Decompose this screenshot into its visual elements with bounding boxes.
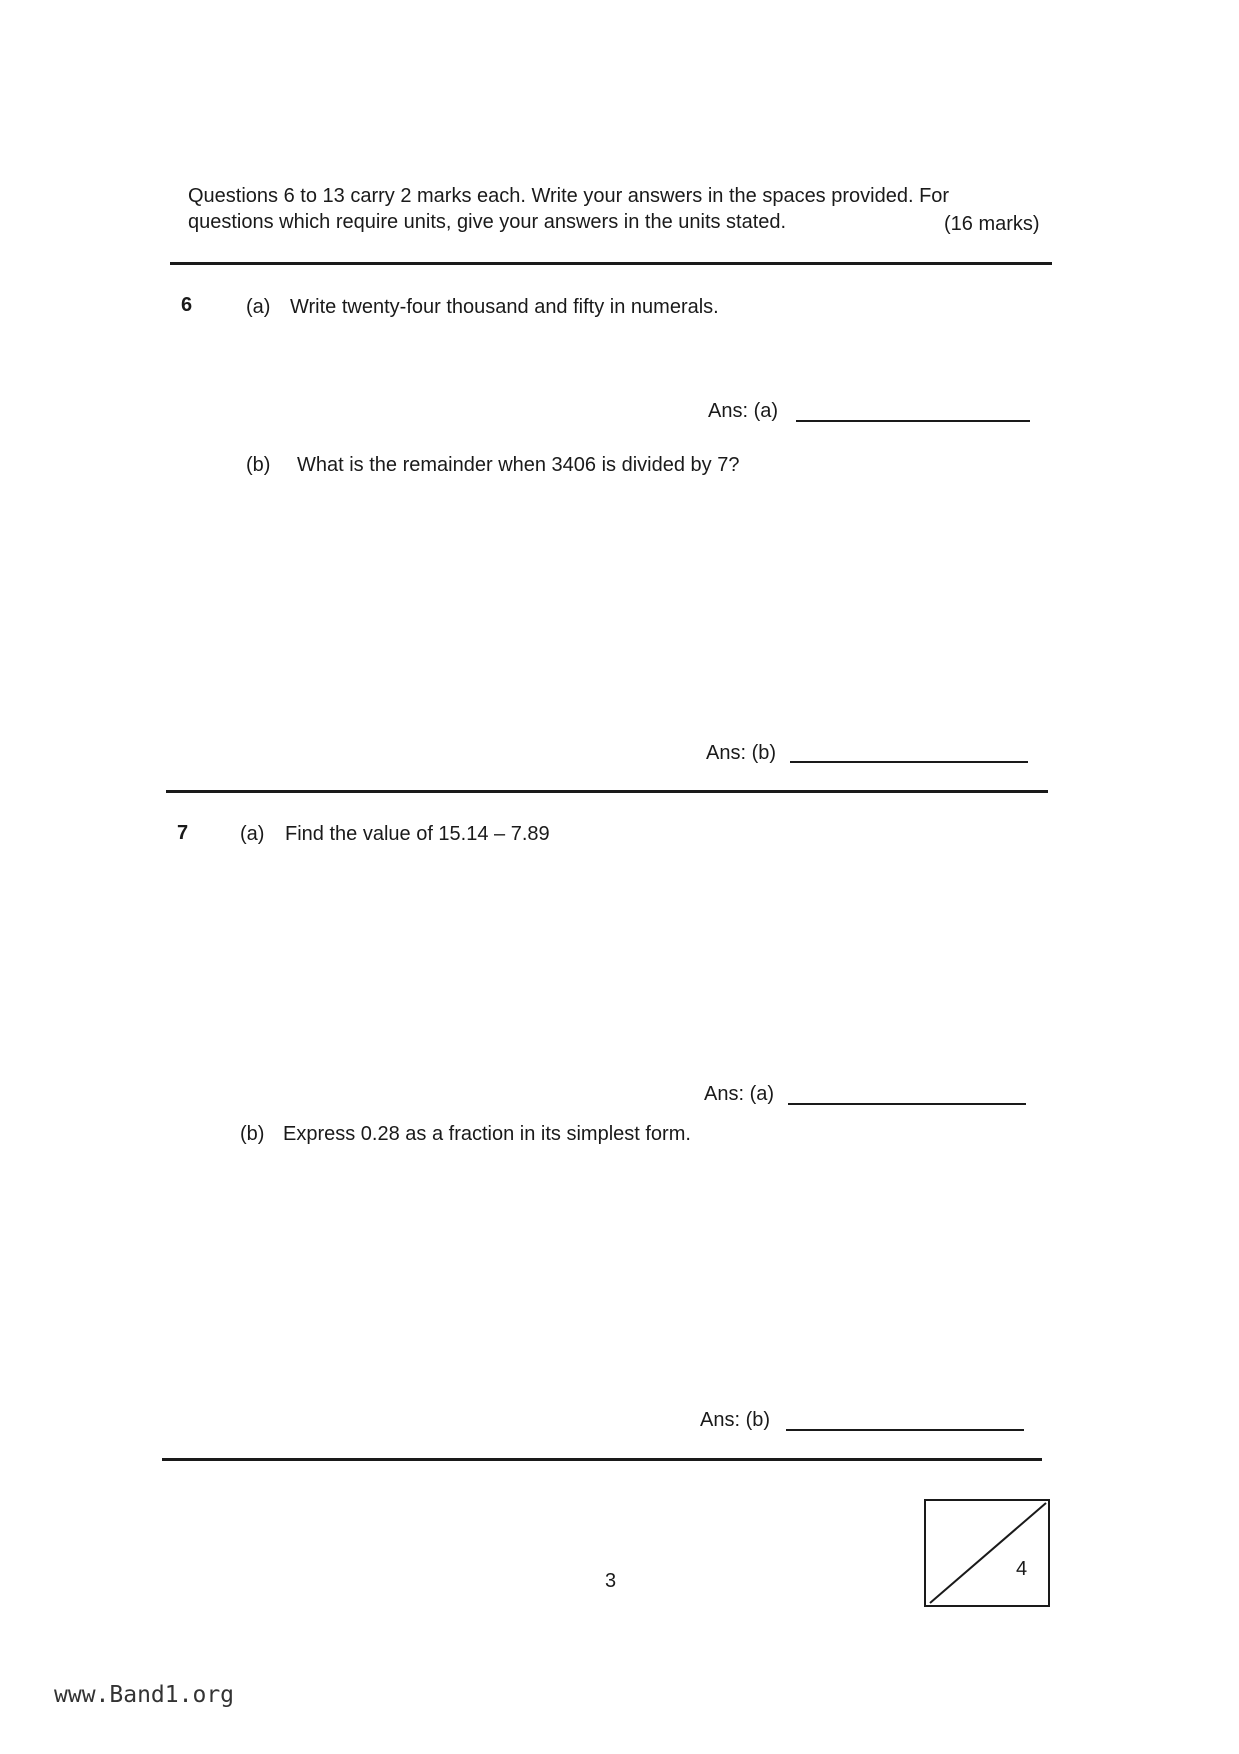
answer-field[interactable]: [788, 1103, 1026, 1105]
section-divider: [170, 262, 1052, 265]
part-label: (a): [246, 296, 271, 318]
question-text: Find the value of 15.14 – 7.89: [285, 823, 550, 845]
answer-label: Ans: (b): [700, 1409, 771, 1431]
page-number: 3: [605, 1570, 617, 1592]
instructions-line-2: questions which require units, give your answers in the units stated.: [188, 211, 787, 233]
marks-box-total: 4: [1016, 1558, 1028, 1580]
part-label: (a): [240, 823, 265, 845]
answer-field[interactable]: [786, 1429, 1024, 1431]
question-number: 6: [181, 294, 193, 316]
answer-field[interactable]: [790, 761, 1028, 763]
question-text: Express 0.28 as a fraction in its simplest form.: [283, 1123, 691, 1145]
answer-label: Ans: (a): [704, 1083, 775, 1105]
answer-field[interactable]: [796, 420, 1030, 422]
total-marks: (16 marks): [944, 213, 1040, 235]
instructions-line-1: Questions 6 to 13 carry 2 marks each. Write your answers in the spaces provided. For: [188, 185, 950, 207]
question-text: What is the remainder when 3406 is divided by 7?: [297, 454, 740, 476]
answer-label: Ans: (b): [706, 742, 777, 764]
section-divider: [162, 1458, 1042, 1461]
question-text: Write twenty-four thousand and fifty in numerals.: [290, 296, 719, 318]
diagonal-line: [926, 1501, 1048, 1605]
website-link[interactable]: www.Band1.org: [54, 1682, 235, 1708]
section-divider: [166, 790, 1048, 793]
part-label: (b): [240, 1123, 265, 1145]
part-label: (b): [246, 454, 271, 476]
marks-box: [924, 1499, 1050, 1607]
answer-label: Ans: (a): [708, 400, 779, 422]
question-number: 7: [177, 822, 189, 844]
